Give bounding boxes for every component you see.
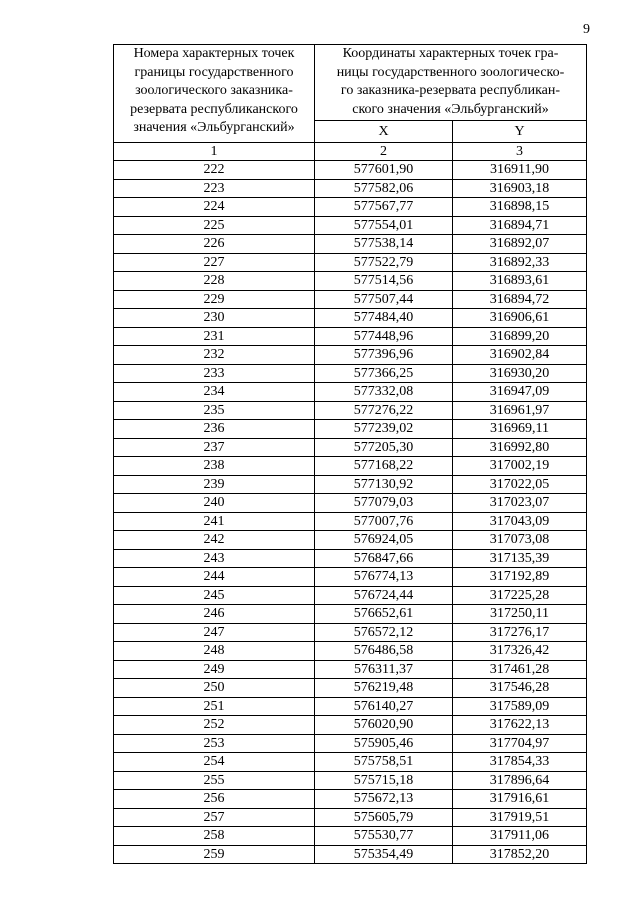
x-coordinate-cell: 576847,66 <box>315 549 453 568</box>
table-row <box>114 475 587 494</box>
x-coordinate-cell: 577168,22 <box>315 457 453 476</box>
table-row <box>114 827 587 846</box>
header-coordinates-line: го заказника-резервата республикан- <box>340 83 561 98</box>
table-row <box>114 383 587 402</box>
x-coordinate-cell: 577276,22 <box>315 401 453 420</box>
x-coordinate-cell: 575715,18 <box>315 771 453 790</box>
x-coordinate-cell: 577332,08 <box>315 383 453 402</box>
y-coordinate-cell: 317852,20 <box>453 845 587 864</box>
y-coordinate-cell: 317043,09 <box>453 512 587 531</box>
y-coordinate-cell: 317911,06 <box>453 827 587 846</box>
point-number-cell: 259 <box>114 845 315 864</box>
point-number-cell: 230 <box>114 309 315 328</box>
y-coordinate-cell: 317250,11 <box>453 605 587 624</box>
x-coordinate-cell: 577522,79 <box>315 253 453 272</box>
table-body <box>114 161 587 864</box>
y-coordinate-cell: 317546,28 <box>453 679 587 698</box>
y-coordinate-cell: 316892,33 <box>453 253 587 272</box>
y-coordinate-cell: 317704,97 <box>453 734 587 753</box>
y-coordinate-cell: 316930,20 <box>453 364 587 383</box>
y-coordinate-cell: 317276,17 <box>453 623 587 642</box>
y-coordinate-cell: 317919,51 <box>453 808 587 827</box>
column-number-3: 3 <box>453 143 587 161</box>
point-number-cell: 249 <box>114 660 315 679</box>
point-number-cell: 240 <box>114 494 315 513</box>
x-coordinate-cell: 576486,58 <box>315 642 453 661</box>
table-row <box>114 512 587 531</box>
x-coordinate-cell: 575672,13 <box>315 790 453 809</box>
table-row <box>114 586 587 605</box>
x-coordinate-cell: 576140,27 <box>315 697 453 716</box>
point-number-cell: 222 <box>114 161 315 180</box>
table-row <box>114 253 587 272</box>
header-coordinates-line: ницы государственного зоологическо- <box>336 64 565 80</box>
x-coordinate-cell: 577239,02 <box>315 420 453 439</box>
point-number-cell: 257 <box>114 808 315 827</box>
y-coordinate-cell: 317326,42 <box>453 642 587 661</box>
coordinates-table <box>113 44 587 864</box>
x-coordinate-cell: 577396,96 <box>315 346 453 365</box>
point-number-cell: 226 <box>114 235 315 254</box>
x-coordinate-cell: 577567,77 <box>315 198 453 217</box>
header-point-numbers-line: зоологического заказника- <box>135 83 293 98</box>
x-coordinate-cell: 577514,56 <box>315 272 453 291</box>
table-row <box>114 845 587 864</box>
point-number-cell: 236 <box>114 420 315 439</box>
y-coordinate-cell: 316961,97 <box>453 401 587 420</box>
table-row <box>114 549 587 568</box>
table-row <box>114 568 587 587</box>
point-number-cell: 231 <box>114 327 315 346</box>
point-number-cell: 235 <box>114 401 315 420</box>
y-coordinate-cell: 317589,09 <box>453 697 587 716</box>
table-row <box>114 401 587 420</box>
table-row <box>114 716 587 735</box>
point-number-cell: 223 <box>114 179 315 198</box>
table-row <box>114 623 587 642</box>
table-row <box>114 346 587 365</box>
table-row <box>114 642 587 661</box>
table-row <box>114 790 587 809</box>
x-coordinate-cell: 576572,12 <box>315 623 453 642</box>
table-row <box>114 198 587 217</box>
y-coordinate-cell: 317854,33 <box>453 753 587 772</box>
table-header <box>114 45 587 161</box>
header-coordinates-line: Координаты характерных точек гра- <box>342 46 559 61</box>
point-number-cell: 252 <box>114 716 315 735</box>
table-row <box>114 697 587 716</box>
point-number-cell: 250 <box>114 679 315 698</box>
point-number-cell: 244 <box>114 568 315 587</box>
table-row <box>114 327 587 346</box>
y-coordinate-cell: 317002,19 <box>453 457 587 476</box>
x-coordinate-cell: 576652,61 <box>315 605 453 624</box>
point-number-cell: 228 <box>114 272 315 291</box>
point-number-cell: 247 <box>114 623 315 642</box>
x-coordinate-cell: 575605,79 <box>315 808 453 827</box>
y-coordinate-cell: 317023,07 <box>453 494 587 513</box>
point-number-cell: 251 <box>114 697 315 716</box>
y-coordinate-cell: 316893,61 <box>453 272 587 291</box>
page-number: 9 <box>583 22 590 37</box>
header-point-numbers-line: значения «Эльбурганский» <box>133 120 295 135</box>
x-coordinate-cell: 575758,51 <box>315 753 453 772</box>
table-row <box>114 605 587 624</box>
point-number-cell: 255 <box>114 771 315 790</box>
point-number-cell: 246 <box>114 605 315 624</box>
table-row <box>114 457 587 476</box>
y-coordinate-cell: 317135,39 <box>453 549 587 568</box>
x-coordinate-cell: 576774,13 <box>315 568 453 587</box>
y-coordinate-cell: 316903,18 <box>453 179 587 198</box>
table-row <box>114 438 587 457</box>
table-row <box>114 771 587 790</box>
x-coordinate-cell: 576724,44 <box>315 586 453 605</box>
x-coordinate-cell: 577601,90 <box>315 161 453 180</box>
header-coordinates-line: ского значения «Эльбурганский» <box>352 101 549 117</box>
point-number-cell: 239 <box>114 475 315 494</box>
point-number-cell: 243 <box>114 549 315 568</box>
point-number-cell: 253 <box>114 734 315 753</box>
y-coordinate-cell: 316898,15 <box>453 198 587 217</box>
table-row <box>114 734 587 753</box>
x-coordinate-cell: 577079,03 <box>315 494 453 513</box>
table-row <box>114 179 587 198</box>
header-point-numbers-line: границы государственного <box>134 64 294 80</box>
x-coordinate-cell: 577366,25 <box>315 364 453 383</box>
y-coordinate-cell: 316894,71 <box>453 216 587 235</box>
x-coordinate-cell: 575530,77 <box>315 827 453 846</box>
y-coordinate-cell: 317192,89 <box>453 568 587 587</box>
y-coordinate-cell: 317073,08 <box>453 531 587 550</box>
y-coordinate-cell: 316894,72 <box>453 290 587 309</box>
table-row <box>114 753 587 772</box>
y-coordinate-cell: 317022,05 <box>453 475 587 494</box>
x-coordinate-cell: 577007,76 <box>315 512 453 531</box>
x-coordinate-cell: 575905,46 <box>315 734 453 753</box>
x-coordinate-cell: 576020,90 <box>315 716 453 735</box>
y-coordinate-cell: 316947,09 <box>453 383 587 402</box>
table-row <box>114 235 587 254</box>
table-row <box>114 309 587 328</box>
header-point-numbers-line: резервата республиканского <box>130 101 298 117</box>
point-number-cell: 258 <box>114 827 315 846</box>
column-number-1: 1 <box>114 143 315 161</box>
x-coordinate-cell: 576924,05 <box>315 531 453 550</box>
column-number-2: 2 <box>315 143 453 161</box>
table-row <box>114 290 587 309</box>
y-coordinate-cell: 316969,11 <box>453 420 587 439</box>
point-number-cell: 227 <box>114 253 315 272</box>
point-number-cell: 234 <box>114 383 315 402</box>
x-coordinate-cell: 577130,92 <box>315 475 453 494</box>
x-coordinate-cell: 575354,49 <box>315 845 453 864</box>
point-number-cell: 241 <box>114 512 315 531</box>
y-coordinate-cell: 316906,61 <box>453 309 587 328</box>
point-number-cell: 245 <box>114 586 315 605</box>
x-coordinate-cell: 576311,37 <box>315 660 453 679</box>
point-number-cell: 225 <box>114 216 315 235</box>
header-point-numbers <box>114 45 315 143</box>
table-row <box>114 272 587 291</box>
point-number-cell: 254 <box>114 753 315 772</box>
point-number-cell: 237 <box>114 438 315 457</box>
x-coordinate-cell: 577205,30 <box>315 438 453 457</box>
table-row <box>114 364 587 383</box>
x-coordinate-cell: 577538,14 <box>315 235 453 254</box>
x-coordinate-cell: 577507,44 <box>315 290 453 309</box>
table-row <box>114 660 587 679</box>
point-number-cell: 238 <box>114 457 315 476</box>
header-y: Y <box>453 120 587 142</box>
table-row <box>114 531 587 550</box>
point-number-cell: 242 <box>114 531 315 550</box>
y-coordinate-cell: 317916,61 <box>453 790 587 809</box>
header-x: X <box>315 120 453 142</box>
y-coordinate-cell: 317461,28 <box>453 660 587 679</box>
x-coordinate-cell: 577484,40 <box>315 309 453 328</box>
point-number-cell: 233 <box>114 364 315 383</box>
y-coordinate-cell: 317622,13 <box>453 716 587 735</box>
y-coordinate-cell: 316911,90 <box>453 161 587 180</box>
table-row <box>114 420 587 439</box>
point-number-cell: 248 <box>114 642 315 661</box>
table-row <box>114 216 587 235</box>
point-number-cell: 256 <box>114 790 315 809</box>
table-row <box>114 494 587 513</box>
y-coordinate-cell: 317896,64 <box>453 771 587 790</box>
y-coordinate-cell: 316899,20 <box>453 327 587 346</box>
x-coordinate-cell: 577582,06 <box>315 179 453 198</box>
x-coordinate-cell: 577554,01 <box>315 216 453 235</box>
header-point-numbers-line: Номера характерных точек <box>133 46 295 61</box>
table-row <box>114 808 587 827</box>
y-coordinate-cell: 316992,80 <box>453 438 587 457</box>
x-coordinate-cell: 576219,48 <box>315 679 453 698</box>
table-row <box>114 679 587 698</box>
point-number-cell: 224 <box>114 198 315 217</box>
point-number-cell: 229 <box>114 290 315 309</box>
y-coordinate-cell: 317225,28 <box>453 586 587 605</box>
y-coordinate-cell: 316902,84 <box>453 346 587 365</box>
point-number-cell: 232 <box>114 346 315 365</box>
x-coordinate-cell: 577448,96 <box>315 327 453 346</box>
header-coordinates <box>315 45 587 121</box>
y-coordinate-cell: 316892,07 <box>453 235 587 254</box>
table-row <box>114 161 587 180</box>
